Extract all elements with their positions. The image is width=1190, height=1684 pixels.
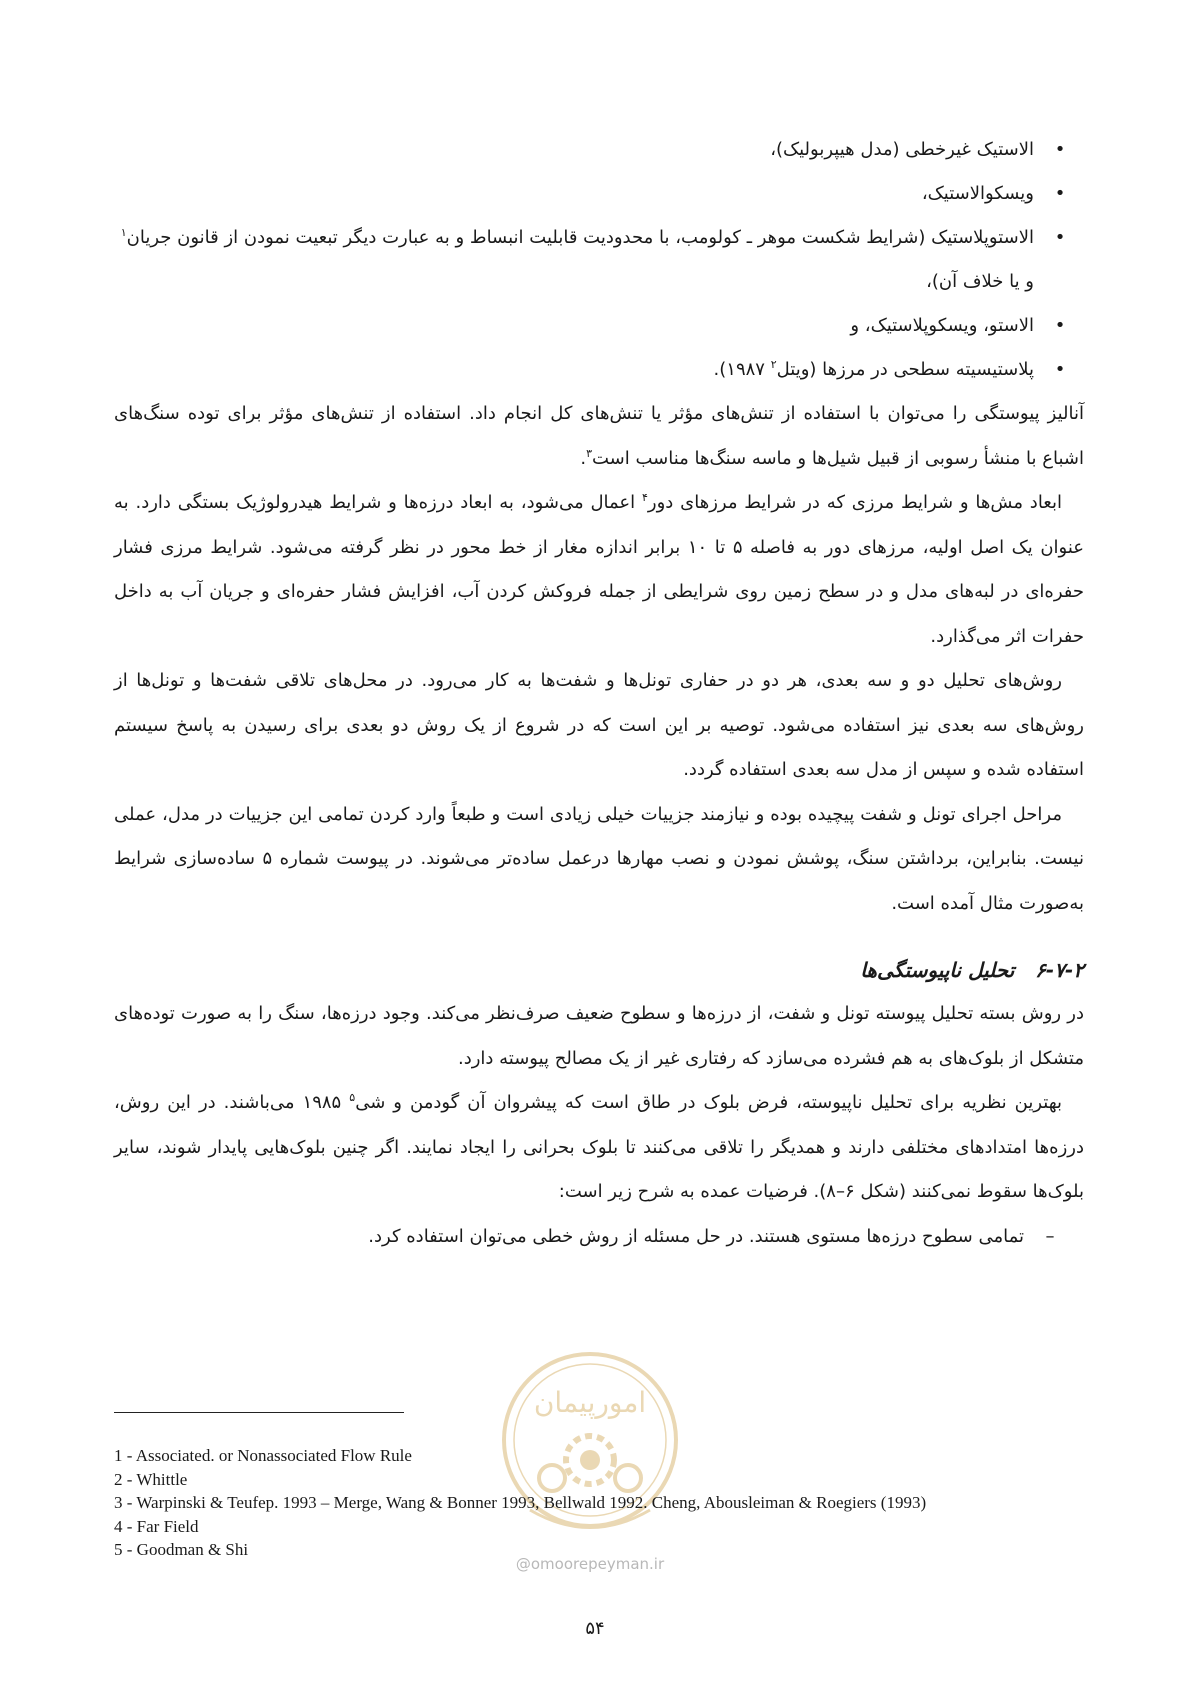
list-item <box>114 216 1084 304</box>
footnote-ref[interactable]: ۱ <box>120 226 127 239</box>
footnote-ref[interactable]: ۲ <box>770 358 777 371</box>
list-item-text: الاستیک غیرخطی (مدل هیپربولیک)، <box>770 139 1034 160</box>
paragraph: ابعاد مش‌ها و شرایط مرزی که در شرایط مرزهای دور$^۴$ اعمال می‌شود، به ابعاد درزه‌ها و شرایط هیدرولوژیک بستگی دارد. به عنوان یک اصل اولیه، مرزهای دور به فاصله ۵ تا ۱۰ برابر اندازه مغار از خط محور در نظر گرفته می‌شود. شرایط مرزی فشار حفره‌ای در لبه‌های مدل و در سطح زمین روی شرایطی از جمله فروکش کردن آب، افزایش فشار حفره‌ای و جریان آب به داخل حفرات اثر می‌گذارد. <box>114 491 1085 647</box>
footnote: 2 - Whittle <box>114 1469 188 1489</box>
bullet-icon: • <box>1054 139 1066 160</box>
footnote-ref[interactable]: ۳ <box>586 446 592 460</box>
list-item <box>114 128 1084 172</box>
page-number: ۵۴ <box>585 1618 605 1639</box>
watermark-site: @omoorepeyman.ir <box>515 1555 665 1573</box>
list-item <box>114 172 1084 216</box>
footnote-divider <box>114 1412 404 1413</box>
paragraph: روش‌های تحلیل دو و سه بعدی، هر دو در حفاری تونل‌ها و شفت‌ها به کار می‌رود. در محل‌های تلاقی شفت‌ها و تونل‌ها از روش‌های سه بعدی نیز استفاده می‌شود. توصیه بر این است که در شروع از یک روش دو بعدی برای رسیدن به پاسخ سیستم استفاده شده و سپس از مدل سه بعدی استفاده گردد. <box>114 670 1084 780</box>
paragraph: آنالیز پیوستگی را می‌توان با استفاده از تنش‌های مؤثر یا تنش‌های کل انجام داد. استفاده از تنش‌های مؤثر برای توده سنگ‌های اشباع با منشأ رسوبی از قبیل شیل‌ها و ماسه سنگ‌ها مناسب است$^۳$. <box>114 403 1084 469</box>
watermark-text: امورپیمان <box>533 1386 647 1419</box>
paragraph: مراحل اجرای تونل و شفت پیچیده بوده و نیازمند جزییات خیلی زیادی است و طبعاً وارد کردن تمامی این جزییات در مدل، عملی نیست. بنابراین، برداشتن سنگ، پوشش نمودن و نصب مهارها درعمل ساده‌تر می‌شوند. در پیوست شماره ۵ ساده‌سازی شرایط به‌صورت مثال آمده است. <box>114 803 1085 914</box>
list-item-text: الاستوپلاستیک (شرایط شکست موهر ـ کولومب، با محدودیت قابلیت انبساط و به عبارت دیگر تبعیت نمودن از قانون جریان <box>126 227 1034 248</box>
footnote-ref[interactable]: ۵ <box>349 1091 356 1104</box>
list-item-text: تمامی سطوح درزه‌ها مستوی هستند. در حل مسئله از روش خطی می‌توان استفاده کرد. <box>368 1225 1024 1247</box>
footnote: 3 - Warpinski & Teufep. 1993 – Merge, Wang & Bonner 1993, Bellwald 1992. Cheng, Abousleiman & Roegiers (1993) <box>114 1493 927 1512</box>
list-item-text: ویسکوالاستیک، <box>921 183 1034 204</box>
bullet-icon: • <box>1054 359 1066 380</box>
list-item-text: پلاستیسیته سطحی در مرزها (ویتل <box>776 359 1034 380</box>
list-item-text: ۱۹۸۷). <box>713 359 771 380</box>
footnote: 1 - Associated. or Nonassociated Flow Rule <box>114 1446 412 1465</box>
paragraph: در روش بسته تحلیل پیوسته تونل و شفت، از درزه‌ها و سطوح ضعیف صرف‌نظر می‌کند. وجود درزه‌ها، سنگ را به صورت توده‌های متشکل از بلوک‌های به هم فشرده می‌سازد که رفتاری غیر از یک مصالح پیوسته دارد. <box>114 1003 1084 1069</box>
section-title: تحلیل ناپیوستگی‌ها <box>860 958 1015 982</box>
list-item <box>114 348 1084 392</box>
body-text <box>114 128 1084 1259</box>
list-item-text: الاستو، ویسکوپلاستیک، و <box>850 315 1034 336</box>
paragraph: بهترین نظریه برای تحلیل ناپیوسته، فرض بلوک در طاق است که پیشروان آن گودمن و شی$^۵$ ۱۹۸۵ می‌باشند. در این روش، درزه‌ها امتدادهای مختلفی دارند و همدیگر را تلاقی می‌کنند تا بلوک بحرانی را ایجاد نمایند. اگر چنین بلوک‌هایی پایدار شوند، سایر بلوک‌ها سقوط نمی‌کنند (شکل ۶–۸). فرضیات عمده به شرح زیر است: <box>114 1091 1084 1202</box>
bullet-icon: • <box>1054 315 1066 336</box>
footnote: 4 - Far Field <box>114 1516 199 1536</box>
footnote: 5 - Goodman & Shi <box>114 1540 249 1559</box>
section-heading <box>114 948 1084 992</box>
footnotes <box>114 1444 1074 1562</box>
section-number: ۶-۷-۲ <box>1035 958 1084 982</box>
list-item <box>114 1215 1084 1259</box>
bullet-icon: • <box>1054 227 1066 248</box>
footnote-ref[interactable]: ۴ <box>641 491 648 504</box>
dash-icon: – <box>1045 1225 1055 1247</box>
list-item-text: و یا خلاف آن)، <box>926 271 1034 292</box>
bullet-icon: • <box>1054 183 1066 204</box>
list-item <box>114 304 1084 348</box>
